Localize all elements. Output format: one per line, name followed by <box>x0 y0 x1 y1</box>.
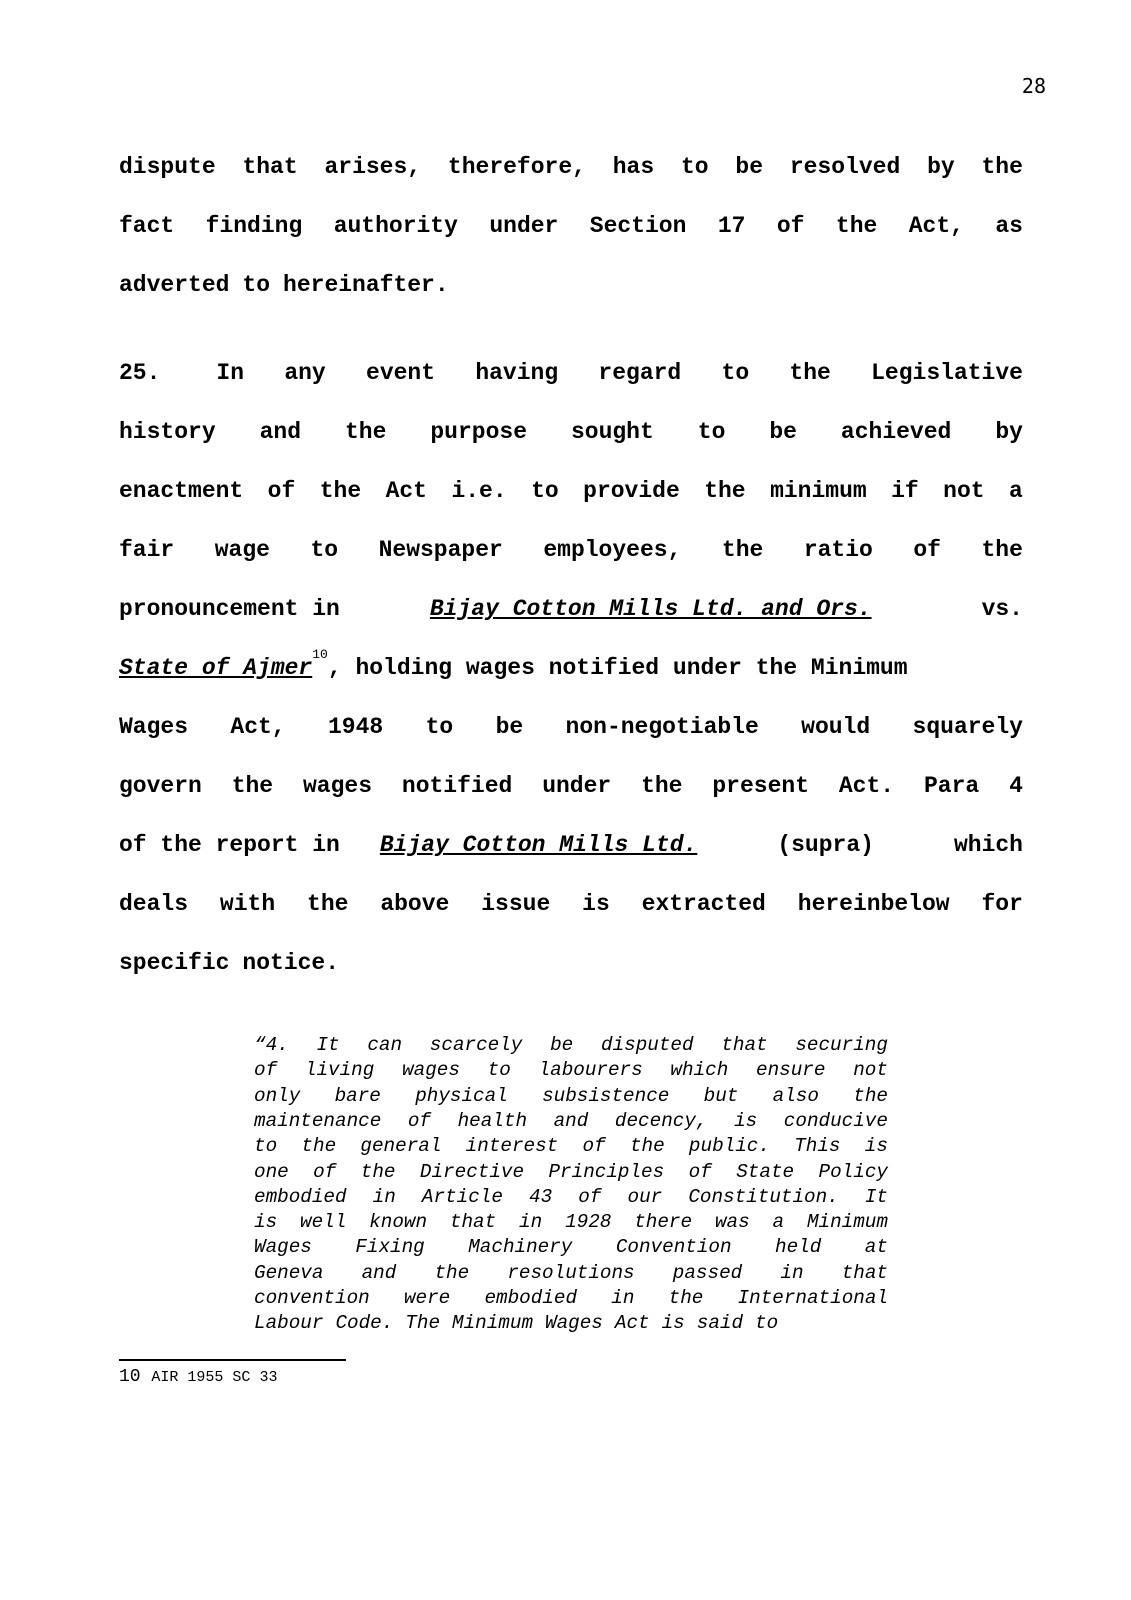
word: In <box>216 360 245 386</box>
para25-line-5 <box>119 596 1023 622</box>
word: there <box>634 1211 693 1234</box>
word: and <box>361 1261 397 1284</box>
word: above <box>380 891 450 917</box>
word: living <box>304 1059 375 1082</box>
word: The <box>405 1312 441 1335</box>
word: of <box>688 1160 712 1183</box>
word: 1928 <box>565 1211 612 1234</box>
quote-line <box>254 1161 888 1183</box>
word: that <box>841 1261 888 1284</box>
word: fair <box>119 537 175 563</box>
word: be <box>550 1034 574 1056</box>
word: conducive <box>783 1109 888 1132</box>
word: well <box>300 1211 347 1234</box>
word: Act, <box>908 213 964 239</box>
word: interest <box>465 1135 559 1158</box>
word: squarely <box>912 714 1023 740</box>
para25-line-2 <box>119 419 1023 445</box>
word: wage <box>214 537 270 563</box>
word: the <box>981 154 1023 180</box>
word: arises, <box>324 154 422 180</box>
word: Article <box>421 1185 503 1208</box>
word: was <box>714 1211 750 1234</box>
word: dispute <box>119 154 216 180</box>
word: Convention <box>615 1236 732 1259</box>
line-text: pronouncement in <box>119 596 340 622</box>
word: be <box>495 714 524 740</box>
word: the <box>231 773 274 799</box>
word: held <box>775 1236 822 1259</box>
word: Act <box>614 1312 650 1335</box>
word: event <box>366 360 436 386</box>
para25-line-6 <box>119 647 1023 681</box>
word: the <box>344 419 387 445</box>
word: Act, <box>230 714 286 740</box>
word: Directive <box>419 1160 525 1183</box>
word: to <box>254 1135 278 1158</box>
word: decency, <box>614 1109 708 1132</box>
case-name-bijay-cotton-mills-and-ors: Bijay Cotton Mills Ltd. and Ors. <box>429 596 872 622</box>
word: to <box>310 537 339 563</box>
word: issue <box>481 891 551 917</box>
word: the <box>721 537 764 563</box>
word: to <box>531 478 559 504</box>
quote-line <box>254 1135 888 1157</box>
word: the <box>981 537 1023 563</box>
word: This <box>794 1135 841 1158</box>
word: Wages <box>119 714 189 740</box>
word: embodied <box>484 1287 578 1309</box>
word: employees, <box>543 537 682 563</box>
word: subsistence <box>542 1084 670 1107</box>
word: 4 <box>1009 773 1023 799</box>
word: to <box>242 272 271 298</box>
word: is <box>661 1312 685 1335</box>
quote-line <box>254 1287 888 1309</box>
word: health <box>457 1109 528 1132</box>
word: to <box>680 154 709 180</box>
word: Principles <box>548 1160 665 1183</box>
case-name-state-of-ajmer: State of Ajmer <box>119 655 313 681</box>
word: in <box>780 1261 804 1284</box>
word: of <box>313 1160 337 1183</box>
word: Wages <box>545 1312 603 1335</box>
word: only <box>254 1084 301 1107</box>
para25-line-11 <box>119 950 1023 976</box>
word: one <box>254 1160 289 1183</box>
word: said <box>696 1312 744 1335</box>
paragraph-number: 25. <box>119 360 161 386</box>
word: resolved <box>789 154 901 180</box>
word: Code. <box>335 1312 394 1335</box>
word: adverted <box>119 272 230 298</box>
word: can <box>367 1034 403 1056</box>
footnote-citation: AIR 1955 SC 33 <box>151 1369 278 1386</box>
word: of <box>582 1135 606 1158</box>
word: if <box>891 478 919 504</box>
word: regard <box>598 360 682 386</box>
word: would <box>801 714 871 740</box>
word: the <box>853 1084 888 1107</box>
word: be <box>735 154 764 180</box>
word: govern <box>119 773 202 799</box>
word: therefore, <box>447 154 586 180</box>
footnote-reference: 10 <box>312 647 328 662</box>
word: 43 <box>529 1185 553 1208</box>
case-name-bijay-cotton-mills: Bijay Cotton Mills Ltd. <box>379 832 698 858</box>
word: any <box>284 360 326 386</box>
word: International <box>737 1287 888 1309</box>
line-text: , holding wages notified under the Minimum <box>327 655 908 681</box>
para25-line-9 <box>119 832 1023 858</box>
word: to <box>697 419 726 445</box>
word: fact <box>119 213 175 239</box>
word: a <box>772 1211 785 1234</box>
word: of <box>913 537 941 563</box>
word: the <box>668 1287 704 1309</box>
word: public. <box>688 1135 770 1158</box>
word: maintenance <box>254 1109 382 1132</box>
word: known <box>369 1211 428 1234</box>
word: scarcely <box>429 1034 523 1056</box>
word: under <box>489 213 559 239</box>
word: specific <box>119 950 230 976</box>
continuation-line <box>119 213 1023 239</box>
word: to <box>425 714 454 740</box>
word: having <box>475 360 559 386</box>
word: the <box>641 773 683 799</box>
word: i.e. <box>451 478 507 504</box>
word: and <box>259 419 302 445</box>
word: the <box>704 478 746 504</box>
quote-line <box>254 1211 888 1233</box>
word: the <box>835 213 878 239</box>
quote-line <box>254 1085 888 1107</box>
word: but <box>703 1084 739 1107</box>
para25-line-8 <box>119 773 1023 799</box>
word: be <box>769 419 797 445</box>
word: the <box>301 1135 337 1158</box>
para25-line-1 <box>119 360 1023 386</box>
word: achieved <box>840 419 952 445</box>
word: Act <box>385 478 427 504</box>
word: to <box>721 360 750 386</box>
word: Wages <box>254 1236 312 1259</box>
word: notice. <box>242 950 340 976</box>
word: in <box>519 1211 543 1234</box>
word: not <box>943 478 985 504</box>
word: the <box>319 478 362 504</box>
word: bare <box>334 1084 381 1107</box>
word: Para <box>923 773 980 799</box>
word: also <box>772 1084 819 1107</box>
word: of <box>267 478 296 504</box>
word: general <box>360 1135 442 1158</box>
word: the <box>789 360 831 386</box>
word: a <box>1009 478 1023 504</box>
word: notified <box>401 773 513 799</box>
word: purpose <box>430 419 527 445</box>
word: is <box>864 1135 888 1158</box>
word: Section <box>589 213 687 239</box>
word: hereinbelow <box>797 891 950 917</box>
continuation-line <box>119 154 1023 180</box>
para25-line-10 <box>119 891 1023 917</box>
word: the <box>629 1135 665 1158</box>
word: of <box>407 1109 432 1132</box>
word: Geneva <box>254 1261 324 1284</box>
para25-line-3 <box>119 478 1023 504</box>
continuation-line <box>119 272 1023 298</box>
word: not <box>853 1059 888 1082</box>
word: to <box>487 1059 511 1082</box>
word: Machinery <box>468 1236 573 1259</box>
word: securing <box>795 1034 888 1056</box>
word: hereinafter. <box>283 272 449 298</box>
word: wages <box>402 1059 460 1082</box>
word: extracted <box>641 891 766 917</box>
word: Fixing <box>355 1236 425 1259</box>
word: convention <box>254 1287 370 1309</box>
word: Constitution. <box>688 1185 839 1208</box>
word: as <box>995 213 1023 239</box>
quote-line <box>254 1034 888 1056</box>
quote-line <box>254 1312 888 1334</box>
word: non-negotiable <box>565 714 759 740</box>
word: Minimum <box>806 1211 888 1234</box>
quote-line <box>254 1186 888 1208</box>
word: Act. <box>838 773 895 799</box>
word: sought <box>570 419 654 445</box>
line-text: of the report in <box>119 832 340 858</box>
word: under <box>542 773 612 799</box>
word: Legislative <box>871 360 1023 386</box>
word: passed <box>672 1261 743 1284</box>
word: in <box>372 1185 396 1208</box>
word: deals <box>119 891 189 917</box>
word: embodied <box>254 1185 347 1208</box>
word: to <box>755 1312 779 1335</box>
word: with <box>219 891 276 917</box>
word: is <box>254 1211 278 1234</box>
word: is <box>582 891 610 917</box>
word: finding <box>205 213 303 239</box>
quote-line <box>254 1110 888 1132</box>
word: of <box>776 213 805 239</box>
word: ensure <box>756 1059 826 1082</box>
para25-line-7 <box>119 714 1023 740</box>
word: the <box>434 1261 470 1284</box>
word: It <box>316 1034 340 1056</box>
quote-line <box>254 1262 888 1284</box>
word: by <box>927 154 955 180</box>
word: for <box>981 891 1023 917</box>
word: Policy <box>818 1160 888 1183</box>
word: provide <box>583 478 680 504</box>
word: the <box>360 1160 396 1183</box>
word: which <box>670 1059 729 1082</box>
word: by <box>995 419 1023 445</box>
word: disputed <box>601 1034 694 1056</box>
word: of <box>578 1185 602 1208</box>
word: resolutions <box>507 1261 635 1284</box>
word: labourers <box>538 1059 643 1082</box>
word: ratio <box>803 537 873 563</box>
word: that <box>721 1034 768 1056</box>
word: authority <box>333 213 458 239</box>
word: Labour <box>254 1312 324 1335</box>
word: Newspaper <box>378 537 503 563</box>
footnote-10 <box>119 1367 277 1387</box>
word: present <box>712 773 809 799</box>
quote-line <box>254 1059 888 1081</box>
word: at <box>864 1236 888 1259</box>
word: in <box>611 1287 635 1309</box>
word: It <box>864 1185 888 1208</box>
word: the <box>307 891 349 917</box>
footnote-separator <box>119 1359 346 1361</box>
word: history <box>119 419 216 445</box>
word: 1948 <box>327 714 384 740</box>
word: minimum <box>770 478 867 504</box>
para25-line-4 <box>119 537 1023 563</box>
page-number: 28 <box>1021 74 1046 98</box>
word: enactment <box>119 478 244 504</box>
word: of <box>254 1059 278 1082</box>
word: that <box>242 154 298 180</box>
word: Minimum <box>452 1312 534 1335</box>
word: State <box>736 1160 795 1183</box>
vs-text: vs. <box>981 596 1023 622</box>
word: and <box>553 1109 589 1132</box>
word: were <box>403 1287 451 1309</box>
word: 17 <box>717 213 746 239</box>
word: our <box>627 1185 663 1208</box>
line-text: which <box>953 832 1023 858</box>
word: has <box>612 154 655 180</box>
word: physical <box>415 1084 508 1107</box>
word: is <box>734 1109 758 1132</box>
quote-line <box>254 1236 888 1258</box>
supra-text: (supra) <box>777 832 874 858</box>
word: that <box>449 1211 497 1234</box>
word: wages <box>303 773 373 799</box>
word: “4. <box>254 1034 289 1056</box>
footnote-number: 10 <box>119 1367 141 1387</box>
